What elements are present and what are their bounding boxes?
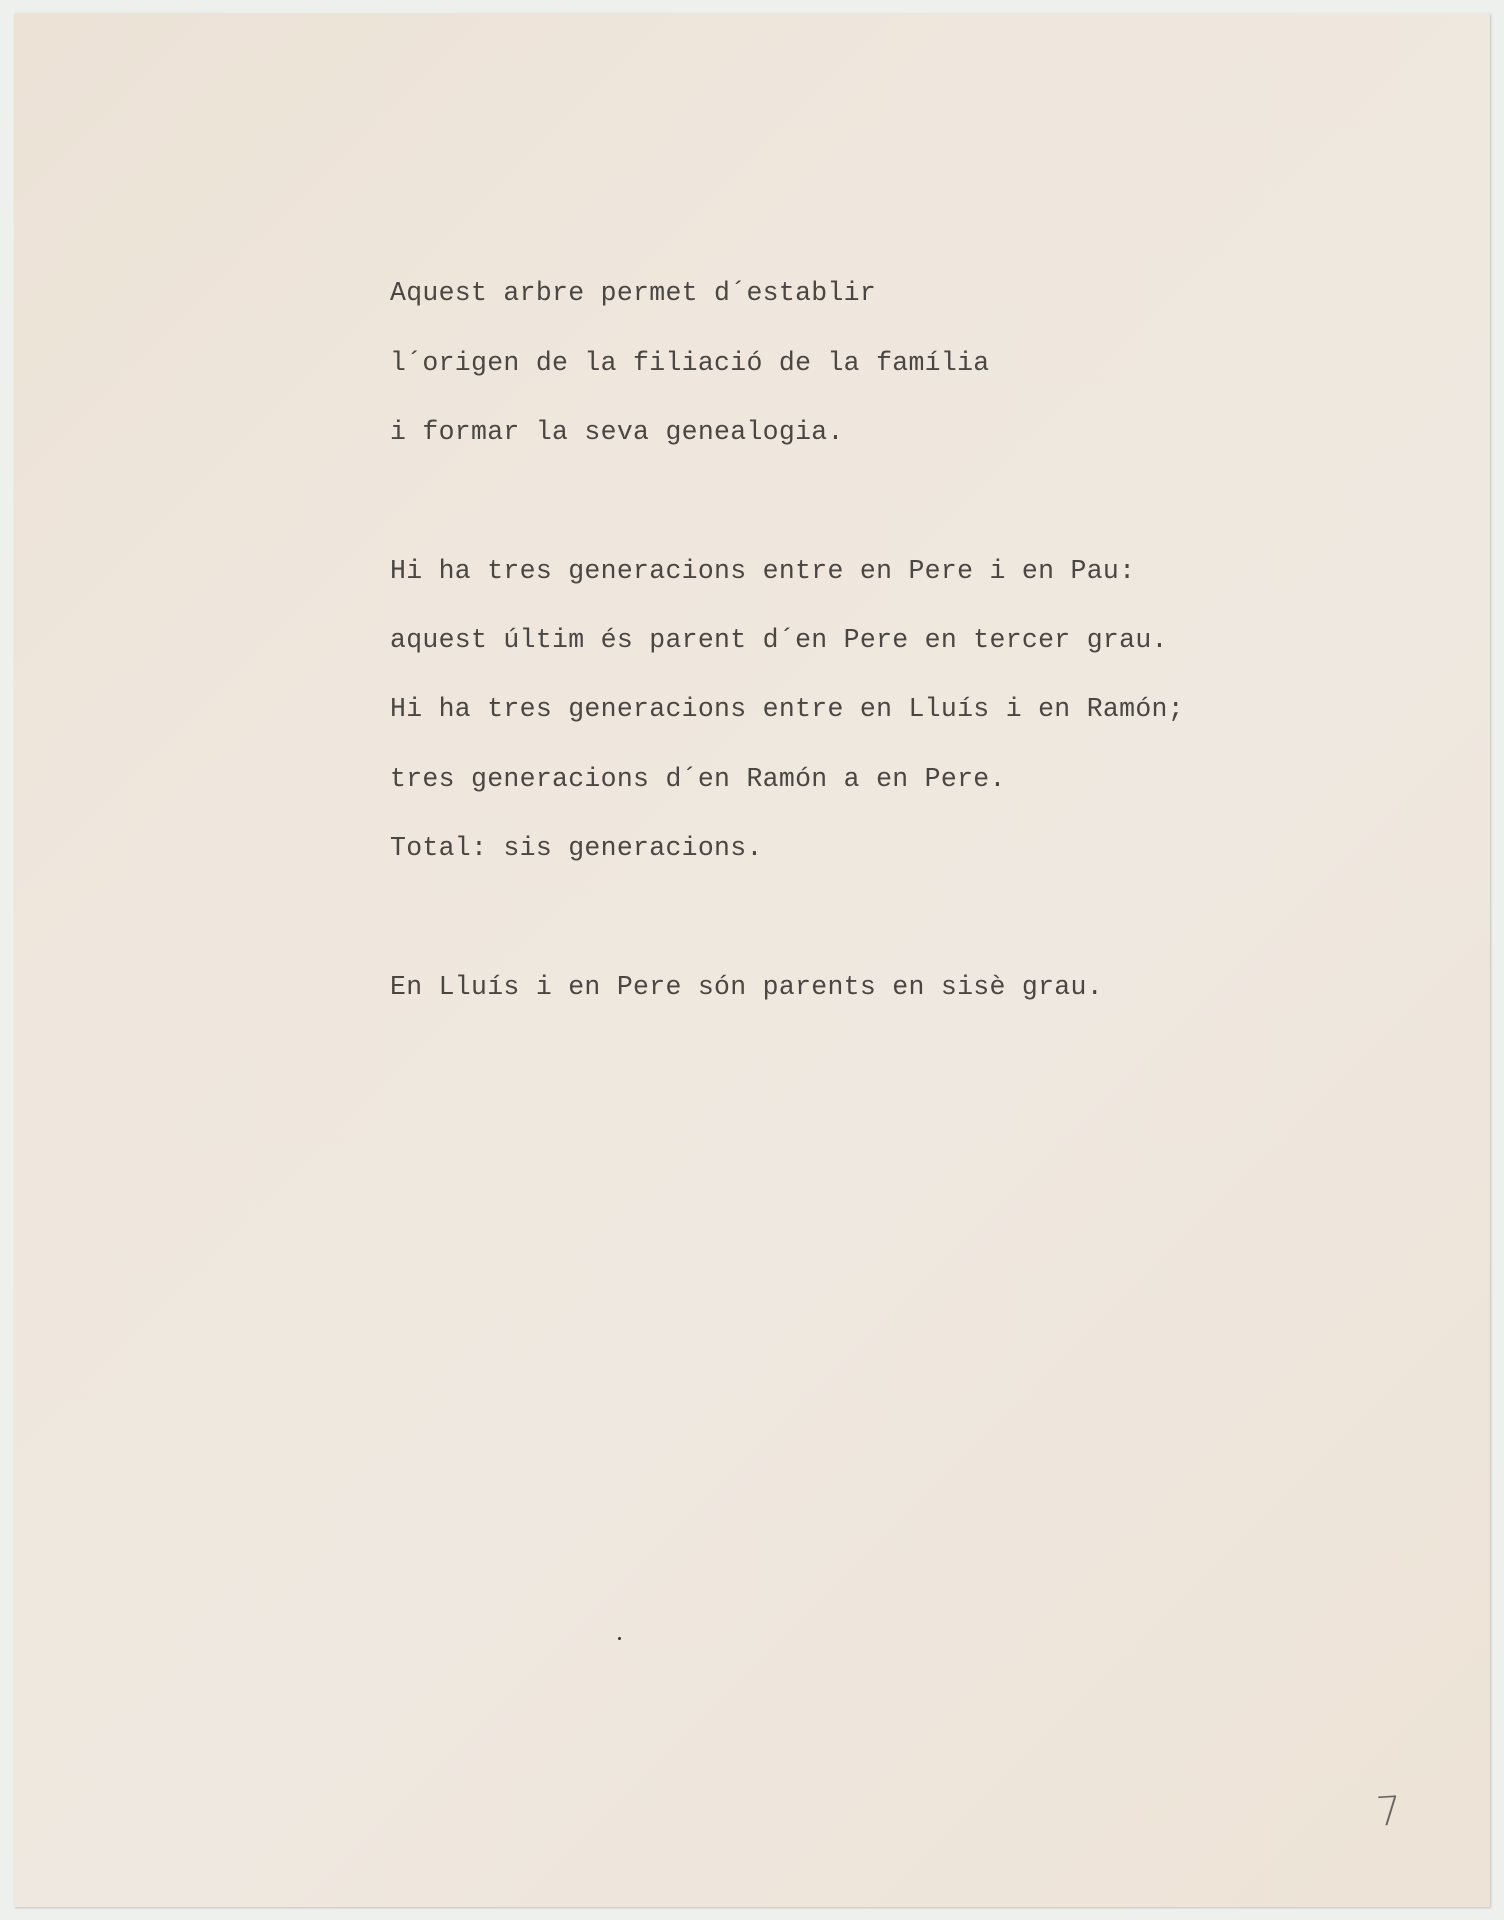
text-line: Hi ha tres generacions entre en Lluís i en Ramón; — [390, 694, 1184, 724]
text-line: Hi ha tres generacions entre en Pere i en Pau: — [390, 556, 1136, 586]
text-line: Total: sis generacions. — [390, 833, 763, 863]
paper-speck — [618, 1637, 621, 1640]
text-line: En Lluís i en Pere són parents en sisè grau. — [390, 972, 1103, 1002]
text-line: i formar la seva genealogia. — [390, 417, 844, 447]
text-line: aquest últim és parent d´en Pere en tercer grau. — [390, 625, 1168, 655]
document-page — [14, 13, 1490, 1907]
text-line: Aquest arbre permet d´establir — [390, 278, 877, 308]
text-line: tres generacions d´en Ramón a en Pere. — [390, 764, 1006, 794]
handwritten-page-number: 7 — [1374, 1788, 1404, 1836]
text-line: l´origen de la filiació de la família — [390, 348, 990, 378]
